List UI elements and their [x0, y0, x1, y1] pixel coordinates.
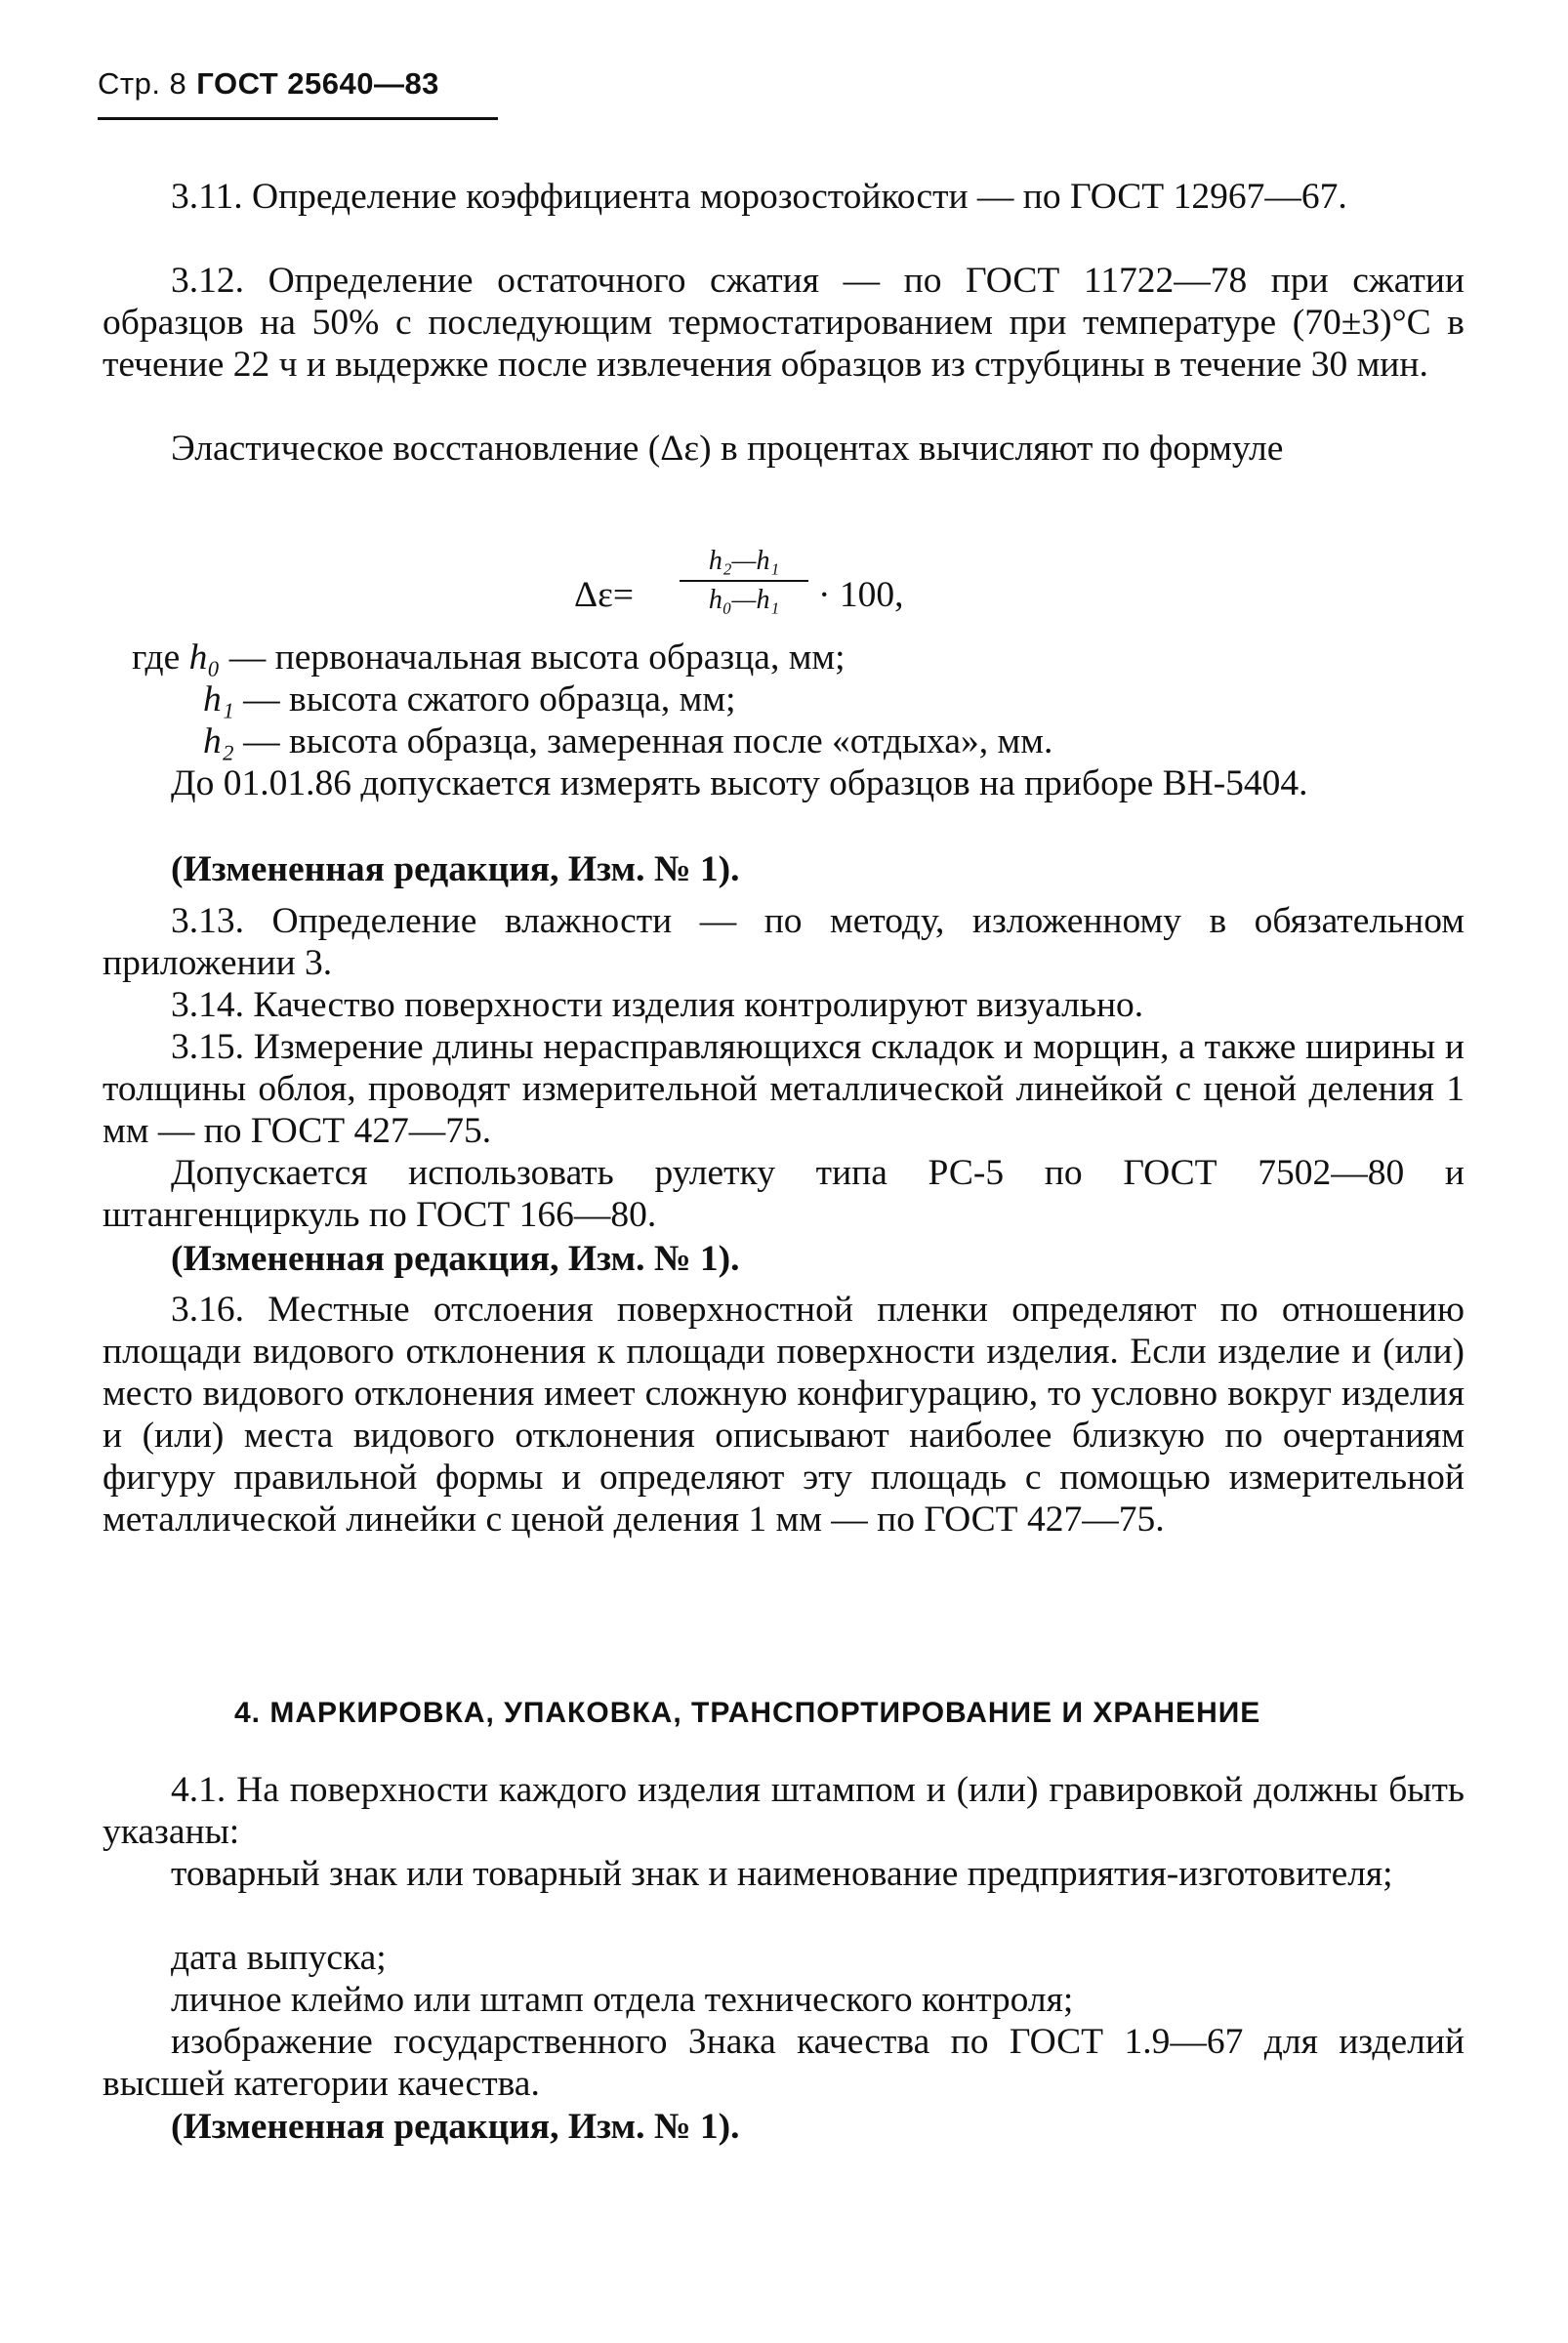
paragraph-elastic-recovery: Эластическое восстановление (Δε) в процентах вычисляют по формуле — [171, 429, 1284, 469]
paragraph-3-12: 3.12. Определение остаточного сжатия — по ГОСТ 11722—78 при сжатии образцов на 50% с последующим термостатированием при температуре (70±3)°С в течение 22 ч и выдержке после извлечения образцов из струбцины в течение 30 мин. — [103, 261, 1465, 385]
marking-item-date: дата выпуска; — [171, 1938, 387, 1978]
formula-denominator: h₀—h₁ — [708, 585, 780, 615]
amendment-note-3: (Измененная редакция, Изм. № 1). — [171, 2107, 740, 2147]
variable-h0-symbol: h₀ — [188, 637, 221, 678]
variable-h2-symbol: h₂ — [203, 721, 234, 761]
elastic-recovery-formula — [574, 543, 1004, 650]
formula-fraction — [680, 545, 808, 617]
marking-item-quality-mark: изображение государственного Знака качества по ГОСТ 1.9—67 для изделий высшей категории качества. — [103, 2022, 1465, 2104]
variable-h2 — [203, 720, 1052, 762]
standard-code: ГОСТ 25640—83 — [196, 66, 439, 101]
paragraph-3-13: 3.13. Определение влажности — по методу, изложенному в обязательном приложении 3. — [103, 901, 1465, 983]
variable-h1 — [203, 678, 736, 720]
header-divider — [98, 117, 498, 120]
page-number: Стр. 8 — [98, 66, 187, 101]
where-prefix: где — [132, 637, 181, 678]
paragraph-3-16: 3.16. Местные отслоения поверхностной пленки определяют по отношению площади видового отклонения к площади поверхности изделия. Если изделие и (или) место видового отклонения имеет сложную конфигурацию, то условно вокруг изделия и (или) места видового отклонения описывают наиболее близкую по очертаниям фигуру правильной формы и определяют эту площадь с помощью измерительной металлической линейки с ценой деления 1 мм — по ГОСТ 427—75. — [103, 1290, 1465, 1540]
marking-item-trademark: товарный знак или товарный знак и наименование предприятия-изготовителя; — [171, 1854, 1393, 1894]
variable-h1-text: — высота сжатого образца, мм; — [243, 679, 736, 719]
amendment-note-1: (Измененная редакция, Изм. № 1). — [171, 849, 740, 889]
amendment-note-2: (Измененная редакция, Изм. № 1). — [171, 1239, 740, 1279]
marking-item-stamp: личное клеймо или штамп отдела технического контроля; — [171, 1980, 1074, 2020]
variable-h0 — [132, 637, 846, 678]
page-header — [98, 66, 439, 102]
paragraph-3-11: 3.11. Определение коэффициента морозостойкости — по ГОСТ 12967—67. — [171, 177, 1347, 217]
paragraph-3-14: 3.14. Качество поверхности изделия контролируют визуально. — [171, 985, 1144, 1025]
variable-h1-symbol: h₁ — [203, 679, 234, 719]
paragraph-3-15: 3.15. Измерение длины нерасправляющихся складок и морщин, а также ширины и толщины облоя, проводят измерительной металлической линейкой с ценой деления 1 мм — по ГОСТ 427—75. — [103, 1027, 1465, 1151]
formula-lhs: Δε= — [574, 575, 635, 615]
paragraph-3-15-allowance: Допускается использовать рулетку типа РС-5 по ГОСТ 7502—80 и штангенциркуль по ГОСТ 166—80. — [103, 1153, 1465, 1235]
section-4-heading: 4. МАРКИРОВКА, УПАКОВКА, ТРАНСПОРТИРОВАНИЕ И ХРАНЕНИЕ — [234, 1697, 1261, 1729]
fraction-bar — [680, 580, 808, 582]
variable-h0-text: — первоначальная высота образца, мм; — [228, 637, 846, 678]
formula-numerator: h₂—h₁ — [708, 546, 780, 576]
formula-rhs: · 100, — [818, 575, 904, 615]
paragraph-until-date: До 01.01.86 допускается измерять высоту образцов на приборе ВН-5404. — [171, 763, 1308, 803]
paragraph-4-1: 4.1. На поверхности каждого изделия штампом и (или) гравировкой должны быть указаны: — [103, 1770, 1465, 1852]
variable-h2-text: — высота образца, замеренная после «отдыха», мм. — [243, 721, 1053, 761]
